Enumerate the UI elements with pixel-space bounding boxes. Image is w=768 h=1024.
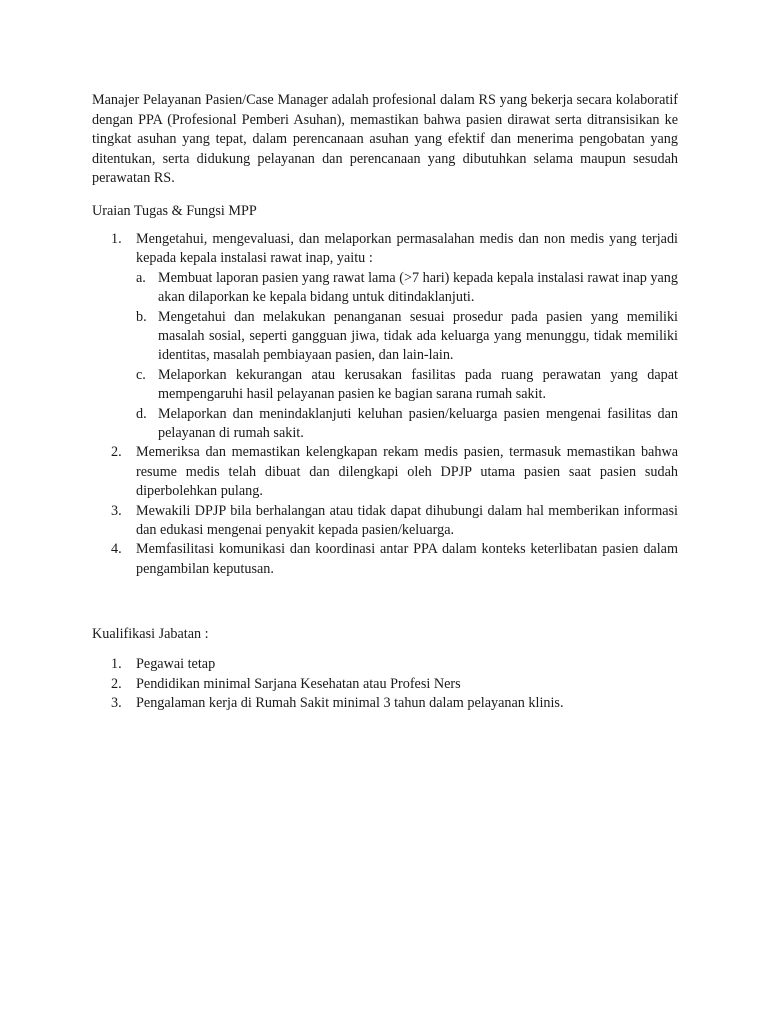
document-page — [92, 91, 678, 714]
tugas-subitem-b — [136, 308, 678, 366]
tugas-subitem-d — [136, 405, 678, 444]
subitem-text: Membuat laporan pasien yang rawat lama (>7 hari) kepada kepala instalasi rawat inap yang akan dilaporkan ke kepala bidang untuk ditindaklanjuti. — [158, 269, 678, 306]
kualifikasi-item-2 — [92, 675, 678, 694]
kualifikasi-item-1 — [92, 655, 678, 674]
subitem-text: Melaporkan kekurangan atau kerusakan fasilitas pada ruang perawatan yang dapat mempengaruhi hasil pelayanan pasien ke bagian sarana rumah sakit. — [158, 366, 678, 403]
kualifikasi-item-3 — [92, 694, 678, 713]
kualifikasi-item-number: 3. — [111, 695, 122, 712]
tugas-item-text: Mewakili DPJP bila berhalangan atau tidak dapat dihubungi dalam hal memberikan informasi dan edukasi mengenai penyakit kepada pasien/keluarga. — [136, 502, 678, 539]
tugas-item-3 — [92, 502, 678, 541]
kualifikasi-item-text: Pengalaman kerja di Rumah Sakit minimal 3 tahun dalam pelayanan klinis. — [136, 695, 564, 712]
kualifikasi-item-text: Pegawai tetap — [136, 656, 216, 673]
subitem-text: Melaporkan dan menindaklanjuti keluhan pasien/keluarga pasien mengenai fasilitas dan pelayanan di rumah sakit. — [158, 405, 678, 442]
tugas-item-text: Memeriksa dan memastikan kelengkapan rekam medis pasien, termasuk memastikan bahwa resume medis telah dibuat dan dilengkapi oleh DPJP utama pasien saat pasien sudah diperbolehkan pulang. — [136, 444, 678, 500]
kualifikasi-heading: Kualifikasi Jabatan : — [92, 626, 209, 643]
intro-paragraph: Manajer Pelayanan Pasien/Case Manager adalah profesional dalam RS yang bekerja secara kolaboratif dengan PPA (Profesional Pemberi Asuhan), memastikan bahwa pasien dirawat serta ditransisikan ke tingkat asuhan yang tepat, dalam perencanaan asuhan yang efektif dan menerima pengobatan yang ditentukan, serta didukung pelayanan dan perencanaan yang dibutuhkan selama maupun sesudah perawatan RS. — [92, 92, 678, 187]
tugas-list — [92, 230, 678, 579]
subitem-letter: c. — [136, 366, 146, 383]
tugas-item-text: Mengetahui, mengevaluasi, dan melaporkan permasalahan medis dan non medis yang terjadi kepada kepala instalasi rawat inap, yaitu : — [136, 230, 678, 267]
kualifikasi-list — [92, 655, 678, 713]
tugas-item-number: 4. — [111, 541, 122, 558]
tugas-item-1 — [92, 230, 678, 443]
subitem-letter: a. — [136, 269, 146, 286]
tugas-item-2 — [92, 443, 678, 501]
tugas-subitem-a — [136, 269, 678, 308]
kualifikasi-item-number: 1. — [111, 656, 122, 673]
tugas-item-number: 3. — [111, 502, 122, 519]
kualifikasi-item-number: 2. — [111, 675, 122, 692]
tugas-item-number: 2. — [111, 444, 122, 461]
tugas-subitem-c — [136, 366, 678, 405]
tugas-heading: Uraian Tugas & Fungsi MPP — [92, 202, 257, 219]
tugas-sublist — [136, 269, 678, 444]
subitem-text: Mengetahui dan melakukan penanganan sesuai prosedur pada pasien yang memiliki masalah sosial, seperti gangguan jiwa, tidak ada keluarga yang menunggu, tidak memiliki identitas, masalah pembiayaan pasien, dan lain-lain. — [158, 308, 678, 364]
tugas-item-text: Memfasilitasi komunikasi dan koordinasi antar PPA dalam konteks keterlibatan pasien dalam pengambilan keputusan. — [136, 541, 678, 577]
tugas-item-4 — [92, 540, 678, 579]
subitem-letter: d. — [136, 405, 147, 422]
kualifikasi-item-text: Pendidikan minimal Sarjana Kesehatan atau Profesi Ners — [136, 675, 461, 692]
tugas-item-number: 1. — [111, 230, 122, 247]
subitem-letter: b. — [136, 308, 147, 325]
